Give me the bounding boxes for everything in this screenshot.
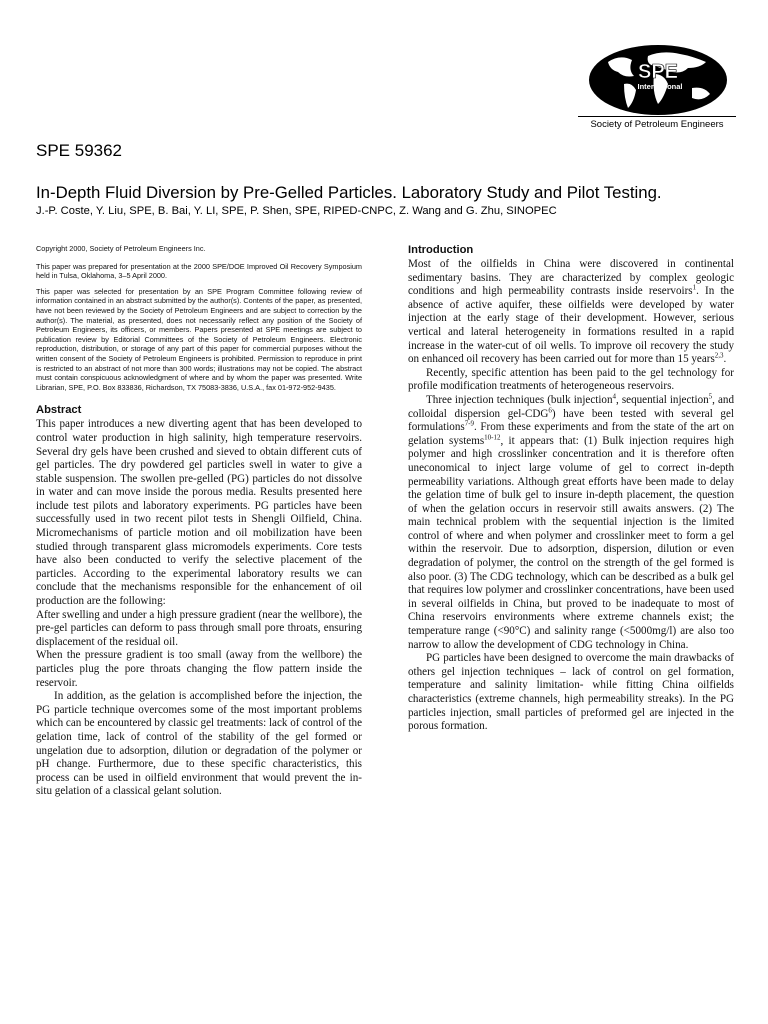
left-column: [36, 244, 362, 799]
right-column: [408, 244, 734, 734]
logo-rule: [578, 116, 736, 117]
paper-number: SPE 59362: [36, 141, 123, 160]
copyright-notice: This paper was selected for presentation by an SPE Program Committee following review of information contained in an abstract submitted by the author(s). Contents of the paper, as presented, have not been reviewed by the Society of Petroleum Engineers and are subject to correction by the author(s). The material, as presented, does not necessarily reflect any position of the Society of Petroleum Engineers, its officers, or members. Papers presented at SPE meetings are subject to publication review by Editorial Committees of the Society of Petroleum Engineers. Electronic reproduction, distribution, or storage of any part of this paper for commercial purposes without the written consent of the Society of Petroleum Engineers is prohibited. Permission to reproduce in print is restricted to an abstract of not more than 300 words; illustrations may not be copied. The abstract must contain conspicuous acknowledgment of where and by whom the paper was presented. Write Librarian, SPE, P.O. Box 833836, Richardson, TX 75083-3836, U.S.A., fax 01-972-952-9435.: [36, 286, 362, 392]
presentation-notice: This paper was prepared for presentation at the 2000 SPE/DOE Improved Oil Recovery Symposium held in Tulsa, Oklahoma, 3–5 April 2000.: [36, 261, 362, 281]
citation-ref: 2,3: [714, 351, 724, 360]
abstract-paragraph: When the pressure gradient is too small (away from the wellbore) the particles plug the pore throats changing the flow pattern inside the reservoir.: [36, 649, 362, 689]
spe-logo: [578, 40, 736, 138]
paper-title: In-Depth Fluid Diversion by Pre-Gelled Particles. Laboratory Study and Pilot Testing.: [36, 183, 662, 202]
citation-ref: 5: [708, 392, 713, 401]
abstract-heading: Abstract: [36, 404, 82, 417]
introduction-paragraph: PG particles have been designed to overcome the main drawbacks of others gel injection techniques – lack of control on gel formation, temperature and salinity limitation- while fitting China oilfields characteristics (extreme channels, high permeability streaks). In the PG particles injection, small particles of preformed gel are injected in the porous formation.: [408, 652, 734, 733]
abstract-paragraph: This paper introduces a new diverting agent that has been developed to control water production in high salinity, high temperature reservoirs. Several dry gels have been crushed and sieved to obtain different cuts of gel particles. The dry powdered gel particles swell in water to give a stable suspension. The swollen pre-gelled (PG) particles do not dissolve in water and can move inside the porous media. Results presented here include test pilots and laboratory experiments. PG particles have been successfully used in two recent pilot tests in Shengli Oilfield, China. Micromechanisms of particle motion and oil mobilization have been studied through transparent glass micromodels experiments. Core tests have also been conducted to verify the selective placement of the particles. According to the experimental laboratory results we can conclude that the mechanisms responsible for the enhancement of oil production are the following:: [36, 418, 362, 608]
citation-ref: 7-9: [464, 419, 475, 428]
introduction-paragraph: Recently, specific attention has been paid to the gel technology for profile modification treatments of heterogeneous reservoirs.: [408, 366, 734, 393]
citation-ref: 4: [612, 392, 617, 401]
introduction-paragraph: Most of the oilfields in China were discovered in continental sedimentary basins. They are characterized by complex geologic conditions and high permeability contrasts inside reservoirs$^1$. In the absence of active aquifer, these oilfields were developed by water injection at the early stage of their development. However, serious vertical and lateral heterogeneity in formations resulted in a rapid increase in the water-cut of oil wells. To improve oil recovery the study on enhanced oil recovery has been carried out for more than 15 years$^{2,3}$.: [408, 258, 734, 366]
author-list: J.-P. Coste, Y. Liu, SPE, B. Bai, Y. LI, SPE, P. Shen, SPE, RIPED-CNPC, Z. Wang and G. Zhu, SINOPEC: [36, 205, 557, 217]
copyright-line: Copyright 2000, Society of Petroleum Engineers Inc.: [36, 244, 206, 253]
logo-acronym: SPE: [637, 61, 679, 83]
logo-subtitle: International: [637, 82, 683, 91]
abstract-paragraph: After swelling and under a high pressure gradient (near the wellbore), the pre-gel particles can deform to pass through small pore throats, ensuring displacement of the residual oil.: [36, 608, 362, 648]
introduction-paragraph: Three injection techniques (bulk injection$^4$, sequential injection$^5$, and colloidal dispersion gel-CDG$^6$) have been tested with several gel formulations$^{7-9}$. From these experiments and from the state of the art on gelation systems$^{10-12}$, it appears that: (1) Bulk injection requires high polymer and high crosslinker concentration and it is therefore often uneconomical to inject large volume of gel to correct in-depth permeability variations. Although great efforts have been made to delay the gelation time of bulk gel to insure in-depth placement, the question of when the gelation occurs in reservoir still awaits answers. (2) The main technical problem with the sequential injection is the limited control of where and when polymer and crosslinker meet to form a gel within the reservoir. Due to adsorption, dispersion, dilution or even degradation of polymer, the control on the strength of the gel formed is also poor. (3) The CDG technology, which can be described as a bulk gel that requires low polymer and crosslinker concentrations, have been used in several oilfields in China, but proved to be inadequate to most of China reservoirs environments where extreme channels exist; the temperature range (<90°C) and salinity range (<5000mg/l) are also too narrow to allow the development of CDG technology in China.: [408, 392, 734, 651]
citation-ref: 6: [548, 405, 552, 414]
citation-ref: 10-12: [484, 433, 501, 442]
abstract-paragraph: In addition, as the gelation is accomplished before the injection, the PG particle technique overcomes some of the most important problems which can be encountered by classic gel treatments: lack of control of the gelation time, lack of control of the stability of the gel formed or ungelation due to adsorption, dilution or degradation of the polymer or pH change. Furthermore, due to these specific characteristics, this process can be used in oilfield environment that would prevent the in-situ gelation of a classical gelant solution.: [36, 690, 362, 798]
globe-icon: [588, 44, 728, 116]
logo-caption: Society of Petroleum Engineers: [590, 119, 724, 130]
introduction-heading: Introduction: [408, 244, 474, 256]
citation-ref: 1: [692, 283, 697, 292]
